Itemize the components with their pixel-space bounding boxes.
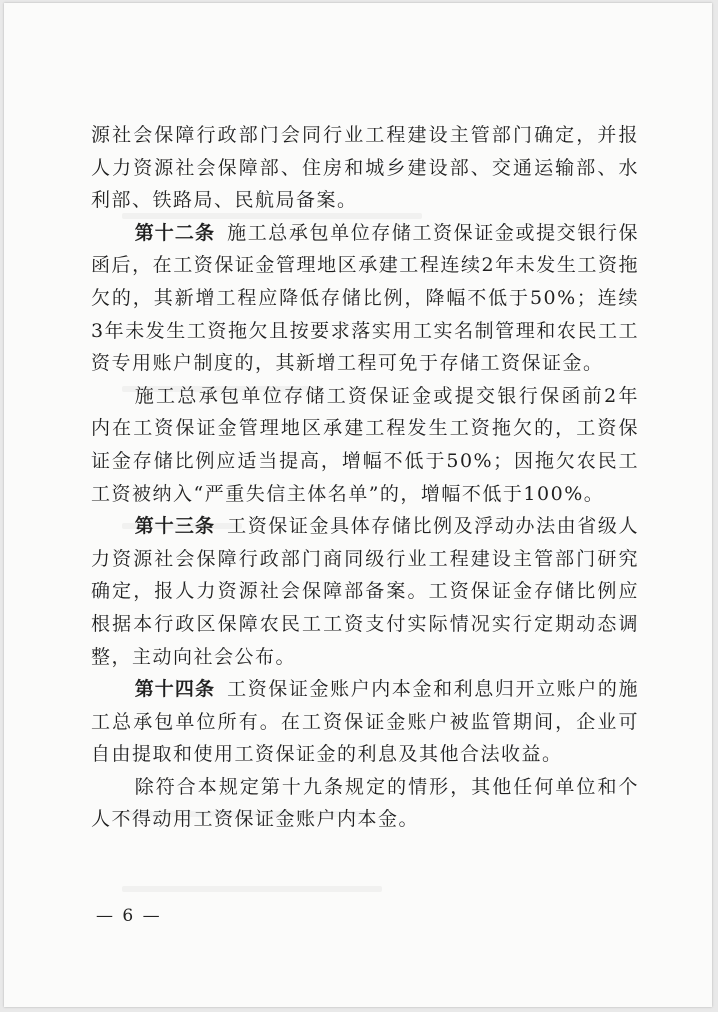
- paragraph-continuation: [91, 119, 639, 217]
- paragraph-text: 工资保证金账户内本金和利息归开立账户的施工总承包单位所有。在工资保证金账户被监管期间，企业可自由提取和使用工资保证金的利息及其他合法收益。: [91, 678, 639, 766]
- article-heading: 第十三条: [134, 515, 216, 538]
- page-number: — 6 —: [96, 906, 162, 926]
- bleed-through-mark: [122, 886, 382, 892]
- paragraph-text: 源社会保障行政部门会同行业工程建设主管部门确定，并报人力资源社会保障部、住房和城乡建设部、交通运输部、水利部、铁路局、民航局备案。: [91, 124, 639, 212]
- article-12: [91, 217, 639, 380]
- article-13: [91, 510, 639, 673]
- document-page: [4, 3, 712, 1007]
- article-12-paragraph-2: [91, 380, 639, 510]
- article-heading: 第十四条: [134, 678, 216, 701]
- paragraph-text: 施工总承包单位存储工资保证金或提交银行保函后，在工资保证金管理地区承建工程连续2年未发生工资拖欠的，其新增工程应降低存储比例，降幅不低于50%；连续3年未发生工资拖欠且按要求落实用工实名制管理和农民工工资专用账户制度的，其新增工程可免于存储工资保证金。: [91, 221, 639, 375]
- article-heading: 第十二条: [134, 221, 216, 244]
- paragraph-text: 除符合本规定第十九条规定的情形，其他任何单位和个人不得动用工资保证金账户内本金。: [91, 775, 639, 831]
- document-body: [91, 119, 639, 836]
- article-14-paragraph-2: [91, 771, 639, 836]
- paragraph-text: 施工总承包单位存储工资保证金或提交银行保函前2年内在工资保证金管理地区承建工程发生工资拖欠的，工资保证金存储比例应适当提高，增幅不低于50%；因拖欠农民工工资被纳入“严重失信主体名单”的，增幅不低于100%。: [91, 384, 639, 505]
- article-14: [91, 673, 639, 771]
- paragraph-text: 工资保证金具体存储比例及浮动办法由省级人力资源社会保障行政部门商同级行业工程建设主管部门研究确定，报人力资源社会保障部备案。工资保证金存储比例应根据本行政区保障农民工工资支付实际情况实行定期动态调整，主动向社会公布。: [91, 515, 639, 668]
